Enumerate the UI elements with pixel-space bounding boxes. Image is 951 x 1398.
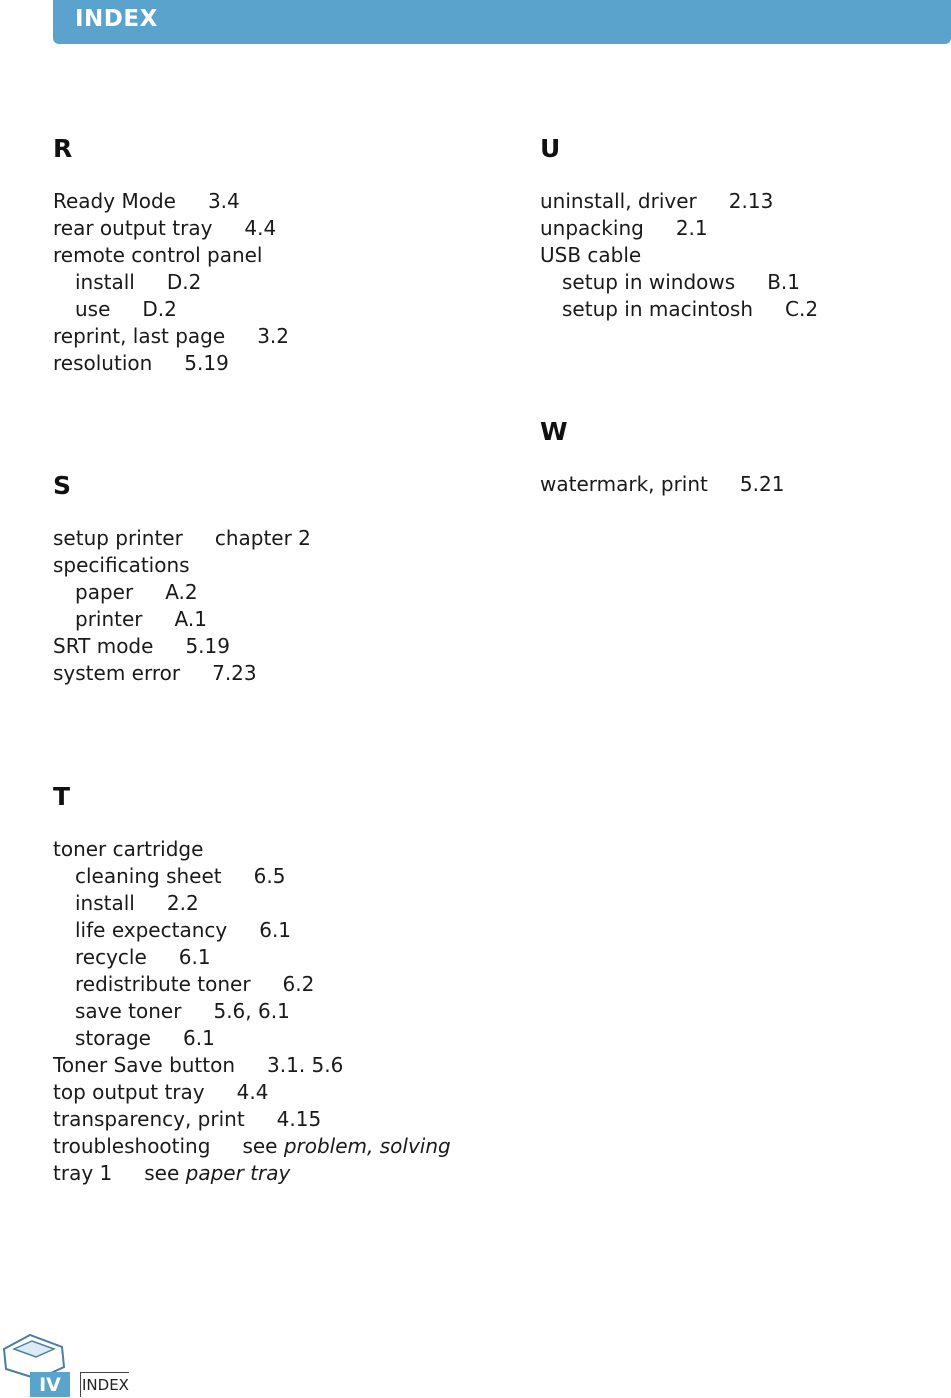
index-entry: top output tray 4.4 (53, 1080, 269, 1104)
section-t (53, 781, 451, 1187)
section-letter: S (53, 471, 72, 500)
index-subentry: use D.2 (75, 297, 177, 321)
page-title: INDEX (75, 6, 158, 32)
index-subentry: save toner 5.6, 6.1 (75, 999, 290, 1023)
index-entry: toner cartridge (53, 837, 204, 861)
index-subentry: storage 6.1 (75, 1026, 215, 1050)
index-entry: uninstall, driver 2.13 (540, 189, 774, 213)
section-r (53, 133, 289, 377)
index-subentry: recycle 6.1 (75, 945, 211, 969)
index-entry: Toner Save button 3.1. 5.6 (53, 1053, 344, 1077)
index-entry: watermark, print 5.21 (540, 472, 785, 496)
index-entry: SRT mode 5.19 (53, 634, 230, 658)
page-number: IV (30, 1372, 70, 1397)
index-subentry: install 2.2 (75, 891, 199, 915)
section-u (540, 133, 818, 323)
index-entry: transparency, print 4.15 (53, 1107, 322, 1131)
index-subentry: setup in macintosh C.2 (562, 297, 819, 321)
index-subentry: setup in windows B.1 (562, 270, 800, 294)
index-entry: resolution 5.19 (53, 351, 229, 375)
index-subentry: cleaning sheet 6.5 (75, 864, 286, 888)
index-entry: tray 1 see paper tray (53, 1161, 291, 1185)
index-entry: unpacking 2.1 (540, 216, 708, 240)
index-entry: USB cable (540, 243, 642, 267)
index-subentry: install D.2 (75, 270, 202, 294)
index-subentry: paper A.2 (75, 580, 198, 604)
section-letter: T (53, 782, 71, 811)
index-entry: Ready Mode 3.4 (53, 189, 240, 213)
section-letter: W (540, 417, 568, 446)
index-subentry: life expectancy 6.1 (75, 918, 292, 942)
index-subentry: redistribute toner 6.2 (75, 972, 315, 996)
index-entry: setup printer chapter 2 (53, 526, 311, 550)
index-entry: reprint, last page 3.2 (53, 324, 289, 348)
index-entry: specifications (53, 553, 190, 577)
footer-section-label: INDEX (80, 1372, 129, 1397)
index-entry: rear output tray 4.4 (53, 216, 277, 240)
section-s (53, 470, 311, 687)
section-letter: U (540, 134, 561, 163)
section-w (540, 416, 784, 498)
index-subentry: printer A.1 (75, 607, 207, 631)
index-entry: troubleshooting see problem, solving (53, 1134, 451, 1158)
index-entry: system error 7.23 (53, 661, 257, 685)
section-letter: R (53, 134, 73, 163)
index-entry: remote control panel (53, 243, 263, 267)
index-header-bar (53, 0, 951, 44)
